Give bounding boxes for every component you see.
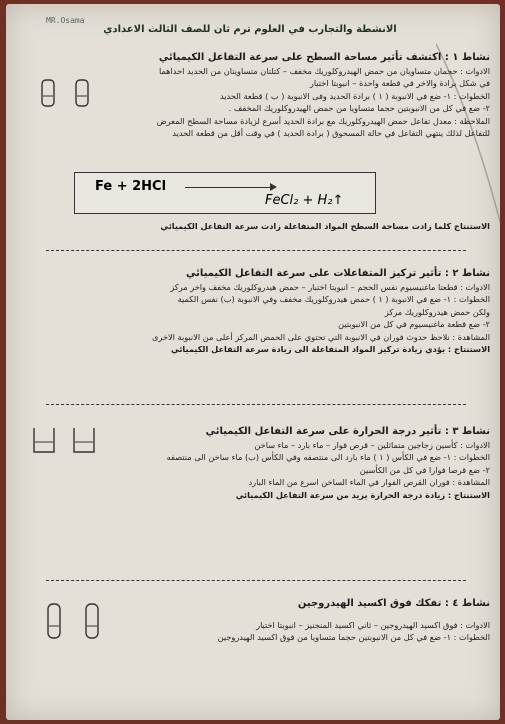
divider xyxy=(46,250,466,251)
activity-3-observation: المشاهدة : فوران القرص الفوار في الماء الساخن اسرع من الماء البارد xyxy=(248,477,490,488)
activity-4-tools: الادوات : فوق اكسيد الهيدروجين – ثاني اكسيد المنجنيز – انبوبتا اختبار xyxy=(256,620,490,630)
reaction-arrow-icon xyxy=(185,187,275,188)
activity-1-heading: نشاط ١ : اكتشف تأثير مساحة السطح على سرعة التفاعل الكيميائي xyxy=(158,52,490,63)
activity-2-observation: المشاهدة : نلاحظ حدوث فوران في الانبوبة التي تحتوي على الحمض المركز أعلى من الانبوبة الاخرى xyxy=(152,331,490,342)
activity-1-note: الملاحظة : معدل تفاعل حمض الهيدروكلوريك مع برادة الحديد أسرع لزيادة مساحة السطح المعرض xyxy=(156,115,490,126)
divider xyxy=(46,580,466,581)
equation-products: FeCl₂ + H₂↑ xyxy=(265,193,344,208)
test-tubes-icon xyxy=(42,600,112,646)
activity-3-steps-2: ٢- ضع قرصا فوارا في كل من الكأسين xyxy=(359,464,490,475)
divider xyxy=(46,404,466,405)
page-title: الانشطة والتجارب في العلوم ترم ثان للصف الثالث الاعدادي xyxy=(103,24,397,35)
activity-3-steps: الخطوات : ١- ضع في الكأس ( ١ ) ماء بارد الى منتصفه وفي الكأس (ب) ماء ساخن الى منتصفه xyxy=(166,452,490,463)
equation-box xyxy=(74,172,376,214)
activity-2-steps-2: ولكن حمض هيدروكلوريك مركز xyxy=(384,306,490,317)
activity-4-heading: نشاط ٤ : تفكك فوق اكسيد الهيدروجين xyxy=(297,598,490,609)
beakers-icon xyxy=(28,422,108,458)
activity-1-steps: الخطوات : ١- ضع في الانبوبة ( ١ ) برادة الحديد وفى الانبوبة ( ب ) قطعة الحديد xyxy=(219,90,490,101)
activity-3-tools: الادوات : كأسين زجاجين متماثلين – قرص فوار – ماء بارد – ماء ساخن xyxy=(254,440,490,450)
handwritten-note: MR.Osama xyxy=(46,16,85,25)
activity-1-steps-2: ٢- ضع في كل من الانبوبتين حجما متساويا من حمض الهيدروكلوريك المخفف . xyxy=(228,103,490,114)
activity-1-note-2: للتفاعل لذلك ينتهي التفاعل في حالة المسحوق ( برادة الحديد ) في وقت أقل من قطعة الحديد xyxy=(172,128,490,139)
activity-1-tools: الادوات : حجمان متساويان من حمض الهيدروكلوريك مخفف – كتلتان متساويتان من الحديد احداهما xyxy=(158,66,490,76)
activity-2-steps-3: ٢- ضع قطعة ماغنيسيوم في كل من الانبوبتين xyxy=(338,319,490,330)
activity-2-tools: الادوات : قطعتا ماغنيسيوم نفس الحجم – انبوبتا اختبار – حمض هيدروكلوريك مخفف واخر مركز xyxy=(170,282,490,292)
activity-1-conclusion-block xyxy=(20,220,490,232)
test-tubes-icon xyxy=(36,76,96,112)
equation-reactants: Fe + 2HCl xyxy=(95,179,167,194)
worksheet-paper xyxy=(6,4,500,720)
activity-4-steps: الخطوات : ١- ضع في كل من الانبوبتين حجما متساويا من فوق اكسيد الهيدروجين xyxy=(217,632,490,643)
activity-2-conclusion: الاستنتاج : يؤدي زيادة تركيز المواد المتفاعلة الى زيادة سرعة التفاعل الكيميائي xyxy=(171,344,490,355)
activity-2-heading: نشاط ٢ : تأثير تركيز المتفاعلات على سرعة التفاعل الكيميائي xyxy=(185,268,490,279)
activity-1-conclusion: الاستنتاج كلما زادت مساحة السطح المواد المتفاعلة زادت سرعة التفاعل الكيميائي xyxy=(160,221,490,231)
activity-3-conclusion: الاستنتاج : زيادة درجة الحرارة يزيد من سرعة التفاعل الكيميائي xyxy=(235,489,490,500)
activity-2-steps: الخطوات : ١- ضع في الانبوبة ( ١ ) حمض هيدروكلوريك مخفف وفي الانبوبة (ب) نفس الكمية xyxy=(177,294,490,305)
activity-2 xyxy=(20,266,490,355)
activity-1-tools-cont: في شكل برادة والاخر في قطعة واحدة – انبوبتا اختبار xyxy=(309,78,490,89)
activity-3-heading: نشاط ٣ : تأثير درجة الحرارة على سرعة التفاعل الكيميائي xyxy=(205,426,490,437)
